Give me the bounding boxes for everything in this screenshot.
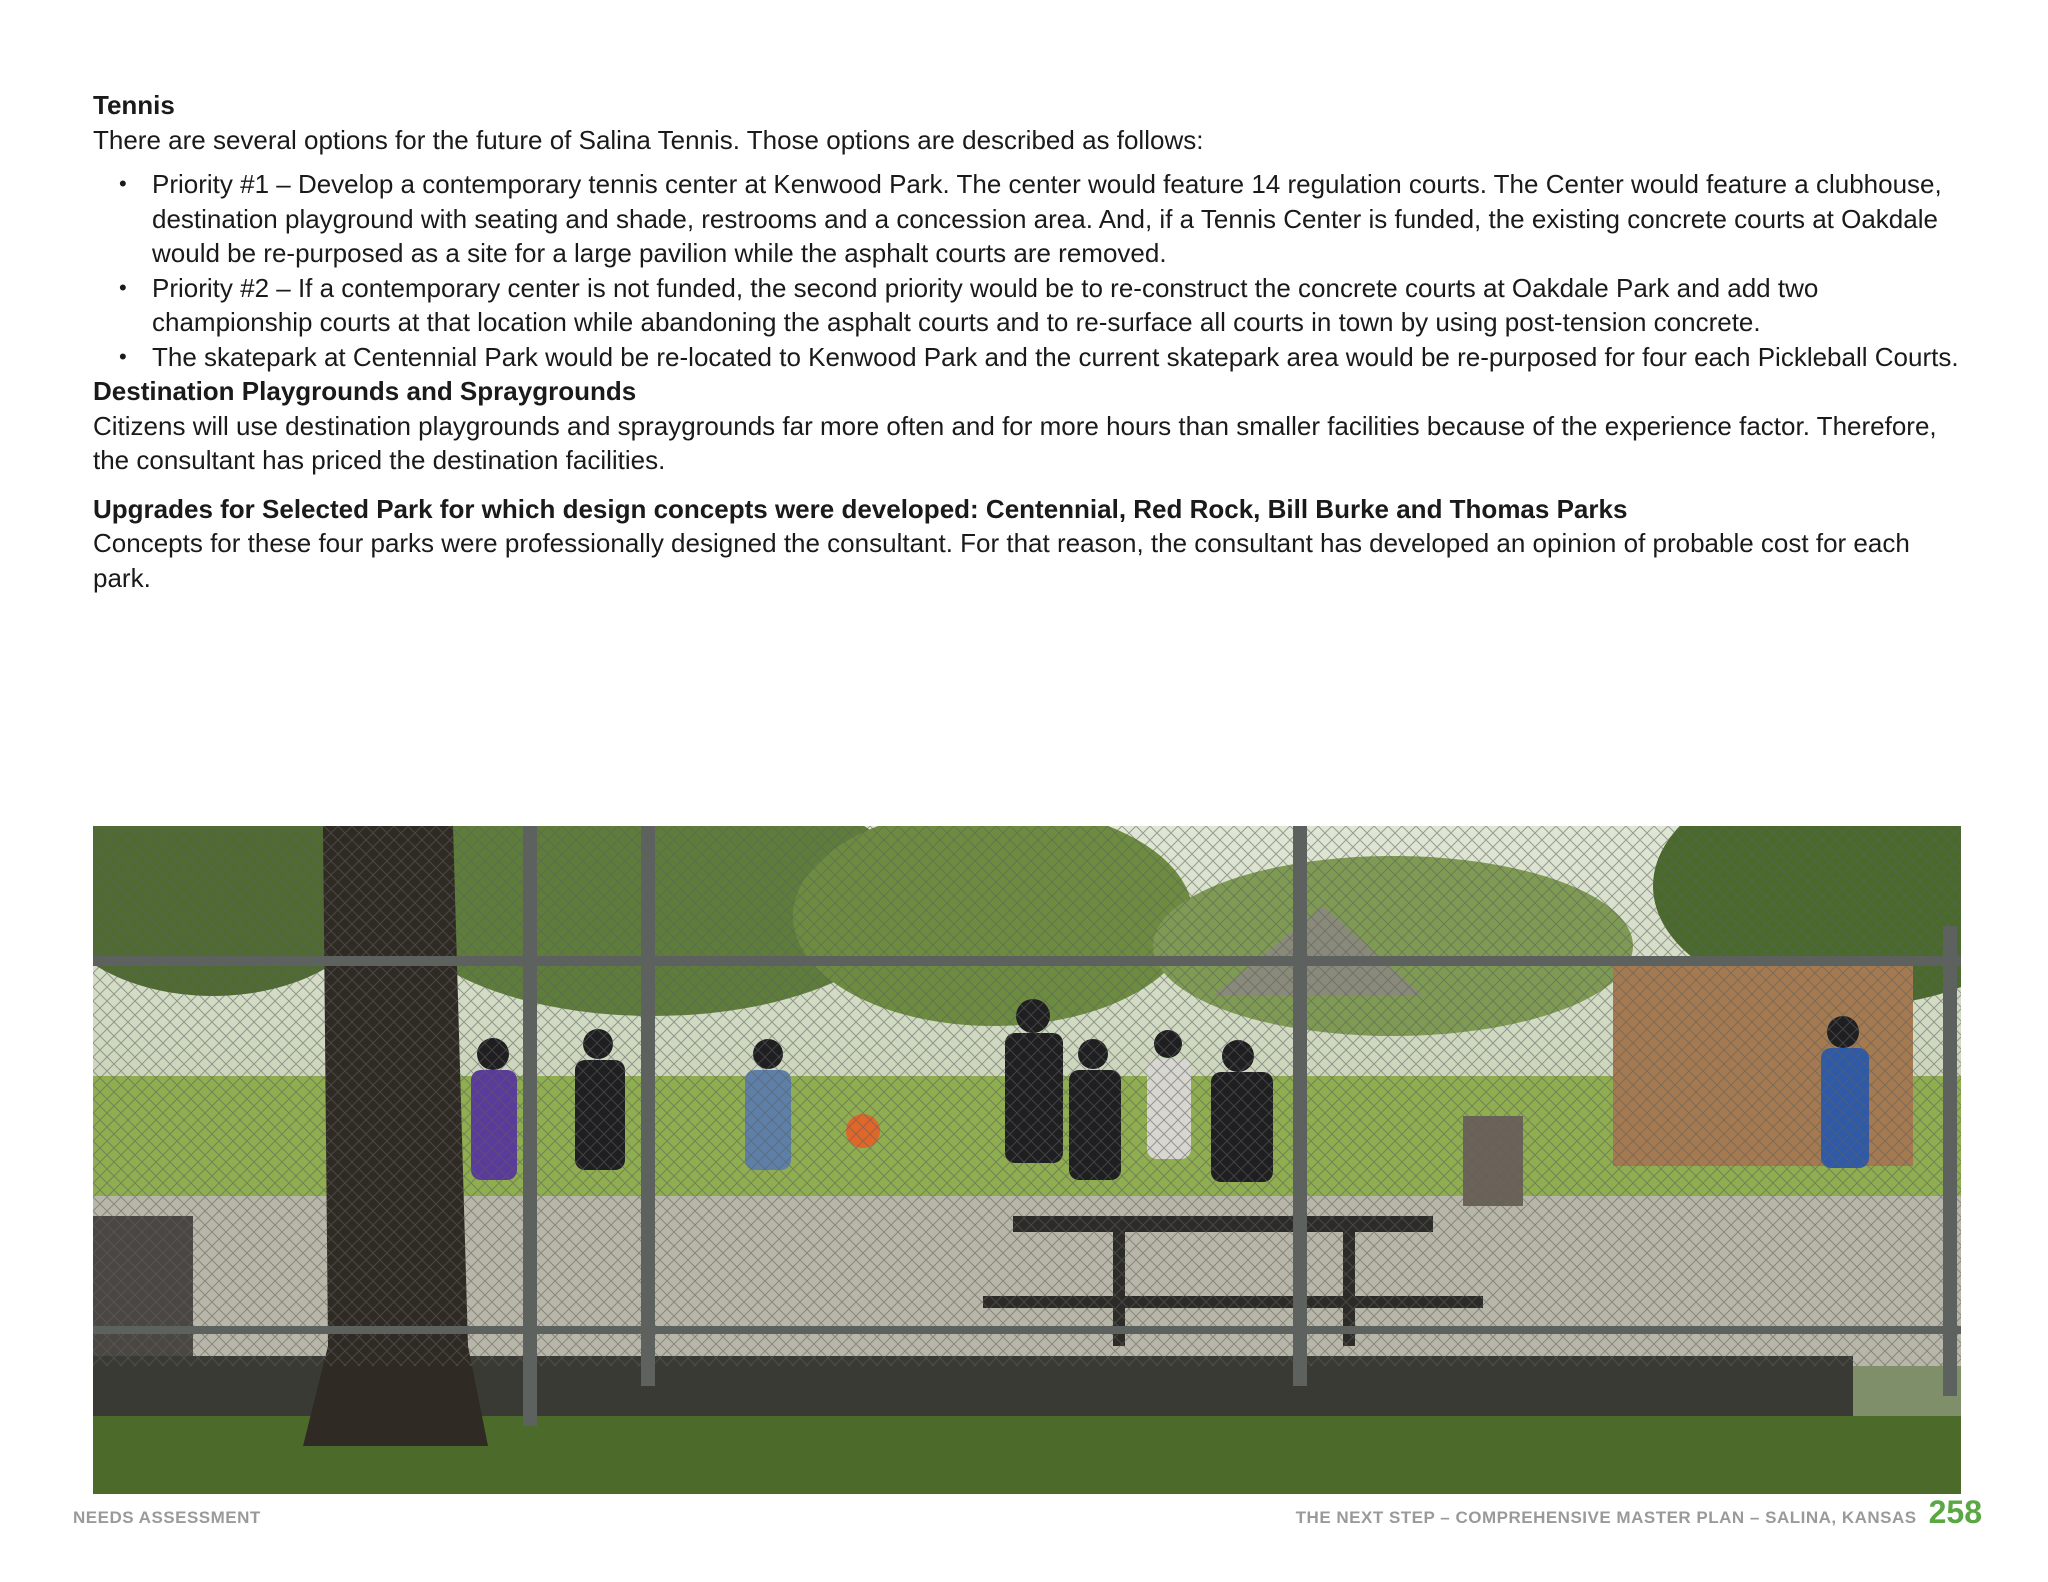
photo-illustration: [93, 826, 1961, 1494]
page-content: [93, 88, 1973, 595]
footer-document-title: THE NEXT STEP – COMPREHENSIVE MASTER PLAN – SALINA, KANSAS: [1295, 1508, 1917, 1527]
footer-section-label: NEEDS ASSESSMENT: [73, 1508, 261, 1527]
list-item: [93, 340, 1973, 375]
bullet-text: Priority #1 – Develop a contemporary tennis center at Kenwood Park. The center would feature 14 regulation courts. The Center would feature a clubhouse, destination playground with seating and shade, restrooms and a concession area. And, if a Tennis Center is funded, the existing concrete courts at Oakdale would be re-purposed as a site for a large pavilion while the asphalt courts are removed.: [152, 169, 1942, 268]
upgrades-heading: Upgrades for Selected Park for which design concepts were developed: Centennial, Red Rock, Bill Burke and Thomas Parks: [93, 493, 1628, 524]
footer-right: [1296, 1494, 1982, 1531]
basketball-court-photo: [93, 826, 1961, 1494]
tennis-intro: There are several options for the future of Salina Tennis. Those options are described as follows:: [93, 124, 1204, 155]
spacer: [93, 478, 1973, 492]
bullet-text: Priority #2 – If a contemporary center is not funded, the second priority would be to re-construct the concrete courts at Oakdale Park and add two championship courts at that location while abandoning the asphalt courts and to re-surface all courts in town by using post-tension concrete.: [152, 272, 1819, 337]
playgrounds-body: Citizens will use destination playgrounds and spraygrounds far more often and for more hours than smaller facilities because of the experience factor. Therefore, the consultant has priced the destination facilities.: [93, 410, 1937, 475]
page-number: 258: [1928, 1494, 1982, 1530]
list-item: [93, 271, 1973, 340]
bullet-icon: •: [119, 274, 127, 300]
tennis-bullet-list: [93, 167, 1973, 374]
bullet-text: The skatepark at Centennial Park would be re-located to Kenwood Park and the current skatepark area would be re-purposed for four each Pickleball Courts.: [152, 341, 1959, 372]
upgrades-body: Concepts for these four parks were professionally designed the consultant. For that reason, the consultant has developed an opinion of probable cost for each park.: [93, 528, 1910, 593]
list-item: [93, 167, 1973, 271]
playgrounds-heading: Destination Playgrounds and Spraygrounds: [93, 376, 637, 406]
bullet-icon: •: [119, 343, 127, 369]
tennis-heading: Tennis: [93, 90, 175, 120]
bullet-icon: •: [119, 171, 127, 196]
